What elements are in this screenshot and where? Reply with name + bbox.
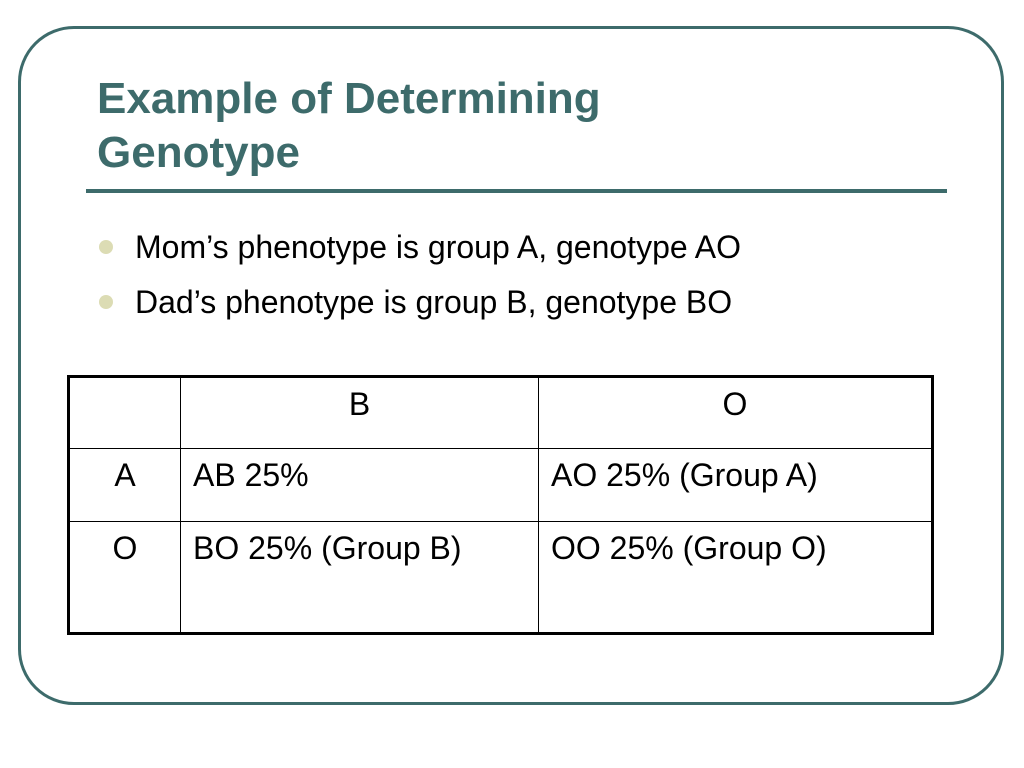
punnett-square-table [67,375,934,635]
column-header-o: O [539,377,933,449]
slide-title [97,72,917,180]
bullet-item-dad [96,275,741,330]
row-header-o: O [69,522,181,634]
table-cell-bo: BO 25% (Group B) [181,522,539,634]
bullet-dot-icon [99,295,113,309]
column-header-b: B [181,377,539,449]
table-cell-ab: AB 25% [181,449,539,522]
table-corner-cell [69,377,181,449]
bullet-dot-icon [99,240,113,254]
title-divider [86,189,947,193]
table-row [69,449,933,522]
table-cell-ao: AO 25% (Group A) [539,449,933,522]
slide-title-line-2: Genotype [97,128,300,177]
bullet-text: Dad’s phenotype is group B, genotype BO [135,284,733,320]
row-header-a: A [69,449,181,522]
table-header-row [69,377,933,449]
table-cell-oo: OO 25% (Group O) [539,522,933,634]
table-row [69,522,933,634]
bullet-list [96,220,741,330]
slide-title-line-1: Example of Determining [97,74,601,123]
bullet-text: Mom’s phenotype is group A, genotype AO [135,229,742,265]
bullet-item-mom [96,220,741,275]
